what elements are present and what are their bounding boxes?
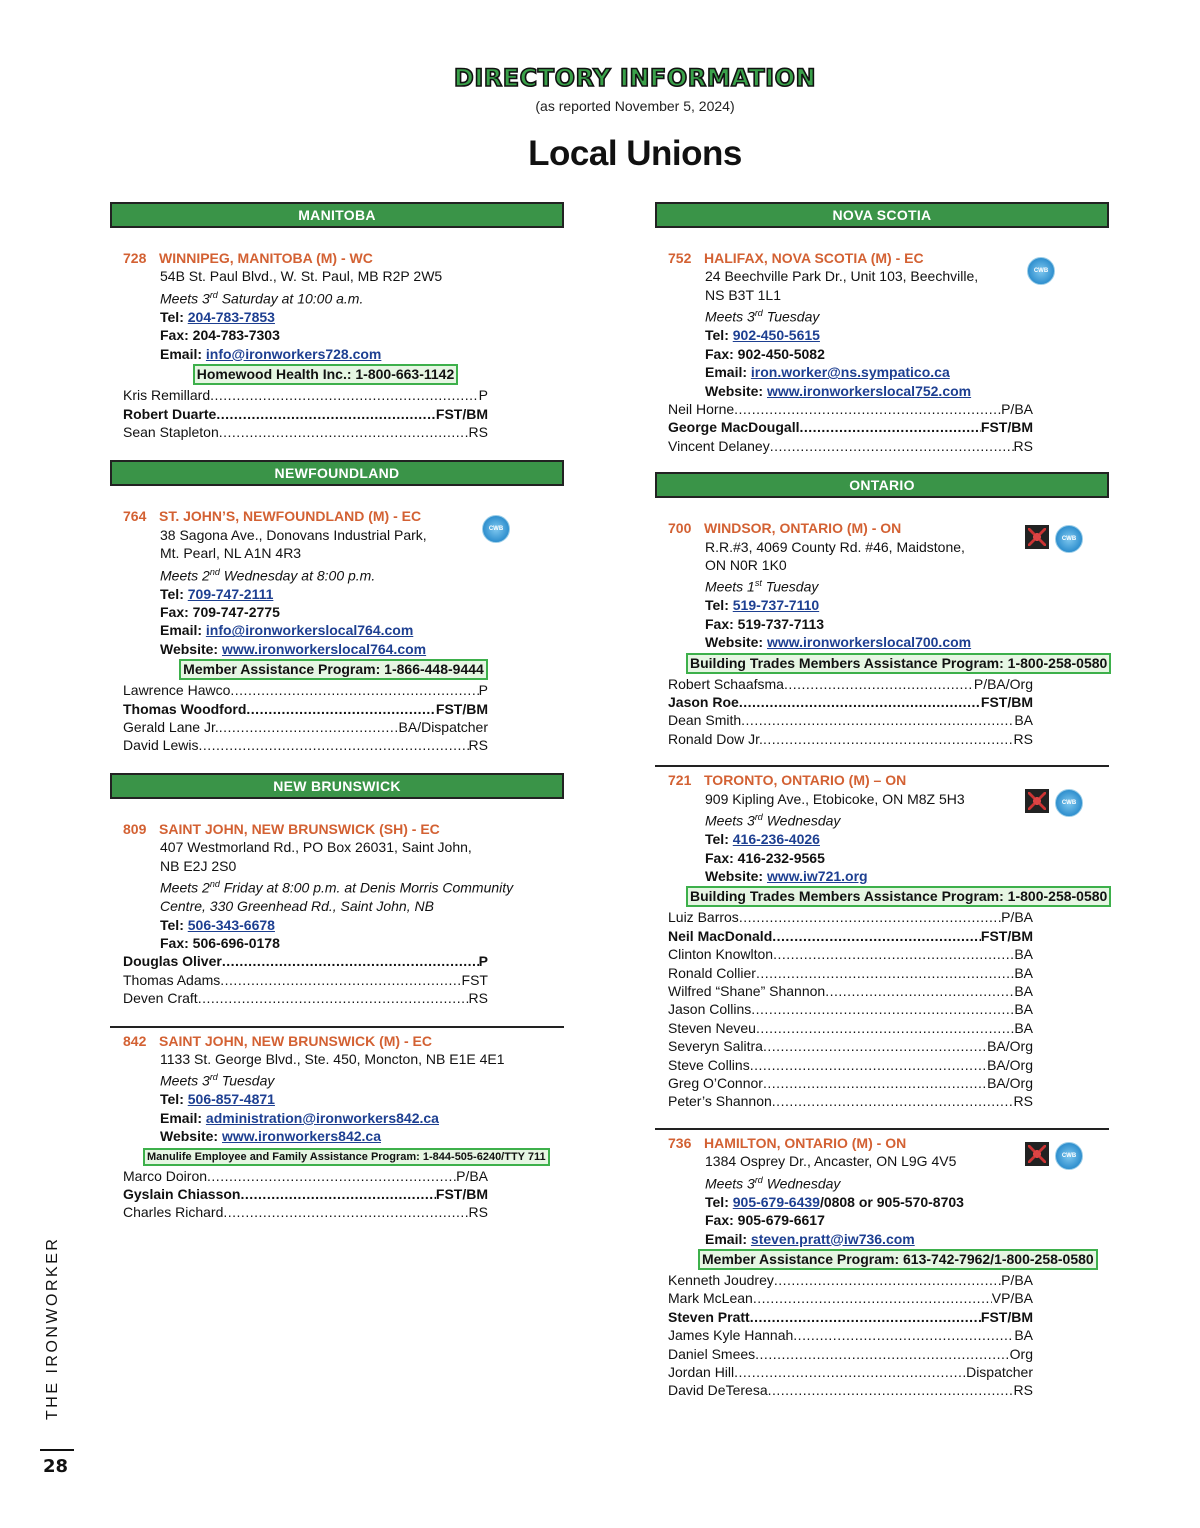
address: ON N0R 1K0 <box>705 556 787 573</box>
local-721 <box>668 771 1108 1111</box>
address: NB E2J 2S0 <box>160 857 237 874</box>
phone-link[interactable]: 204-783-7853 <box>187 308 275 325</box>
local-700 <box>668 519 1108 748</box>
officer-row: Gerald Lane Jr. ..... BA/Dispatcher <box>123 718 488 736</box>
officer-row: Severyn Salitra ..... BA/Org <box>668 1037 1033 1055</box>
directory-title: DIRECTORY INFORMATION <box>453 64 817 92</box>
meeting-info: Meets 3rd Tuesday <box>160 1072 275 1090</box>
local-title: 842 SAINT JOHN, NEW BRUNSWICK (M) - EC <box>123 1032 432 1049</box>
fax: Fax: 905-679-6617 <box>705 1212 825 1229</box>
phone: Tel: 506-857-4871 <box>160 1091 275 1108</box>
officer-row: Steve Collins ..... BA/Org <box>668 1056 1033 1074</box>
fax: Fax: 204-783-7303 <box>160 327 280 344</box>
email: Email: iron.worker@ns.sympatico.ca <box>705 364 950 381</box>
officer-row: Ronald Collier ..... BA <box>668 964 1033 982</box>
website-link[interactable]: www.iw721.org <box>766 867 868 884</box>
meeting-info: Meets 1st Tuesday <box>705 578 819 595</box>
website: Website: www.ironworkers842.ca <box>160 1128 381 1145</box>
officer-row: Clinton Knowlton ..... BA <box>668 945 1033 963</box>
address: 38 Sagona Ave., Donovans Industrial Park, <box>160 526 427 543</box>
local-title: 700 WINDSOR, ONTARIO (M) - ON <box>668 520 902 537</box>
cwb-icon: CWB <box>1055 525 1083 553</box>
local-752 <box>668 249 1049 455</box>
address: 24 Beechville Park Dr., Unit 103, Beechville, <box>705 268 979 285</box>
phone: Tel: 416-236-4026 <box>705 831 820 848</box>
bacm-icon <box>1025 1142 1049 1166</box>
website: Website: www.iw721.org <box>705 867 868 884</box>
assistance-program: Member Assistance Program: 613-742-7962/1-800-258-0580 <box>698 1249 1098 1270</box>
email: Email: steven.pratt@iw736.com <box>705 1230 915 1247</box>
fax: Fax: 902-450-5082 <box>705 345 825 362</box>
address: 909 Kipling Ave., Etobicoke, ON M8Z 5H3 <box>705 790 965 807</box>
report-date: (as reported November 5, 2024) <box>535 98 735 114</box>
address: 1384 Osprey Dr., Ancaster, ON L9G 4V5 <box>705 1153 957 1170</box>
officer-row: David DeTeresa ..... RS <box>668 1381 1033 1399</box>
officer-row: George MacDougall ..... FST/BM <box>668 418 1033 436</box>
email-link[interactable]: steven.pratt@iw736.com <box>750 1230 915 1247</box>
bacm-icon <box>1025 525 1049 549</box>
phone-link[interactable]: 506-857-4871 <box>187 1091 275 1108</box>
phone-link[interactable]: 905-679-6439 <box>732 1193 820 1210</box>
officer-row: Daniel Smees ..... Org <box>668 1345 1033 1363</box>
phone: Tel: 204-783-7853 <box>160 308 275 325</box>
website: Website: www.ironworkerslocal700.com <box>705 634 972 651</box>
email: Email: administration@ironworkers842.ca <box>160 1109 439 1126</box>
fax: Fax: 519-737-7113 <box>705 615 825 632</box>
officer-row: Neil Horne ..... P/BA <box>668 400 1033 418</box>
officer-row: Gyslain Chiasson ..... FST/BM <box>123 1185 488 1203</box>
local-title: 736 HAMILTON, ONTARIO (M) - ON <box>668 1134 907 1151</box>
officer-row: Marco Doiron ..... P/BA <box>123 1167 488 1185</box>
address: 54B St. Paul Blvd., W. St. Paul, MB R2P 2W5 <box>160 268 443 285</box>
local-842 <box>123 1032 546 1222</box>
phone-link[interactable]: 519-737-7110 <box>732 597 820 614</box>
meeting-info: Meets 3rd Saturday at 10:00 a.m. <box>160 289 364 307</box>
officer-row: Douglas Oliver ..... P <box>123 952 488 970</box>
assistance-program: Homewood Health Inc.: 1-800-663-1142 <box>193 364 459 385</box>
local-736 <box>668 1134 1094 1400</box>
officer-row: Greg O’Connor ..... BA/Org <box>668 1074 1033 1092</box>
officer-row: Thomas Adams ..... FST <box>123 971 488 989</box>
divider <box>110 1026 564 1028</box>
local-title: 752 HALIFAX, NOVA SCOTIA (M) - EC <box>668 250 924 266</box>
officer-row: Vincent Delaney ..... RS <box>668 437 1033 455</box>
local-title: 721 TORONTO, ONTARIO (M) – ON <box>668 772 907 789</box>
website: Website: www.ironworkerslocal752.com <box>705 382 972 399</box>
address: R.R.#3, 4069 County Rd. #46, Maidstone, <box>705 538 965 555</box>
officer-row: Charles Richard ..... RS <box>123 1203 488 1221</box>
band-ontario: ONTARIO <box>655 472 1109 498</box>
officer-row: Mark McLean ..... VP/BA <box>668 1289 1033 1307</box>
local-809 <box>123 820 514 1008</box>
local-728 <box>123 249 488 441</box>
address: NS B3T 1L1 <box>705 286 782 303</box>
address: 407 Westmorland Rd., PO Box 26031, Saint John, <box>160 839 472 856</box>
officer-row: Deven Craft ..... RS <box>123 989 488 1007</box>
website-link[interactable]: www.ironworkerslocal752.com <box>766 382 972 399</box>
local-title: 764 ST. JOHN’S, NEWFOUNDLAND (M) - EC <box>123 508 422 525</box>
officer-row: Jason Collins ..... BA <box>668 1000 1033 1018</box>
officer-row: Neil MacDonald ..... FST/BM <box>668 927 1033 945</box>
phone: Tel: 905-679-6439/0808 or 905-570-8703 <box>705 1193 964 1210</box>
email-link[interactable]: info@ironworkers728.com <box>205 345 382 362</box>
phone: Tel: 902-450-5615 <box>705 327 820 344</box>
divider <box>655 1128 1109 1130</box>
phone-link[interactable]: 709-747-2111 <box>187 585 274 602</box>
officer-row: Luiz Barros ..... P/BA <box>668 908 1033 926</box>
fax: Fax: 709-747-2775 <box>160 604 280 620</box>
phone-link[interactable]: 902-450-5615 <box>732 327 820 344</box>
local-title: 728 WINNIPEG, MANITOBA (M) - WC <box>123 250 373 266</box>
officer-row: Dean Smith ..... BA <box>668 711 1033 729</box>
meeting-info: Meets 2nd Friday at 8:00 p.m. at Denis Morris Community <box>160 879 514 896</box>
fax: Fax: 416-232-9565 <box>705 849 825 866</box>
address: Mt. Pearl, NL A1N 4R3 <box>160 545 302 562</box>
band-new-brunswick: NEW BRUNSWICK <box>110 773 564 799</box>
left-column <box>110 202 564 1222</box>
assistance-program: Building Trades Members Assistance Program: 1-800-258-0580 <box>686 886 1111 907</box>
phone: Tel: 709-747-2111 <box>160 585 274 602</box>
email: Email: info@ironworkerslocal764.com <box>160 622 414 639</box>
officer-row: Robert Duarte ..... FST/BM <box>123 405 488 423</box>
email-link[interactable]: administration@ironworkers842.ca <box>205 1109 439 1126</box>
cwb-icon: CWB <box>1055 789 1083 817</box>
phone: Tel: 506-343-6678 <box>160 916 275 933</box>
officer-row: Jason Roe ..... FST/BM <box>668 693 1033 711</box>
email: Email: info@ironworkers728.com <box>160 345 382 362</box>
assistance-program: Building Trades Members Assistance Program: 1-800-258-0580 <box>686 653 1111 674</box>
officer-row: David Lewis ..... RS <box>123 736 488 754</box>
officer-row: James Kyle Hannah ..... BA <box>668 1326 1033 1344</box>
officer-row: Kenneth Joudrey ..... P/BA <box>668 1271 1033 1289</box>
meeting-info: Centre, 330 Greenhead Rd., Saint John, NB <box>160 898 434 915</box>
email-link[interactable]: iron.worker@ns.sympatico.ca <box>750 364 950 381</box>
bacm-icon <box>1025 789 1049 813</box>
right-column <box>655 202 1109 1400</box>
email-link[interactable]: info@ironworkerslocal764.com <box>205 622 414 639</box>
band-newfoundland: NEWFOUNDLAND <box>110 460 564 486</box>
meeting-info: Meets 3rd Tuesday <box>705 308 820 325</box>
officer-row: Steven Neveu ..... BA <box>668 1019 1033 1037</box>
website-link[interactable]: www.ironworkers842.ca <box>221 1128 381 1145</box>
officer-row: Ronald Dow Jr. ..... RS <box>668 730 1033 748</box>
phone: Tel: 519-737-7110 <box>705 597 820 614</box>
local-764 <box>123 507 504 755</box>
website: Website: www.ironworkerslocal764.com <box>160 640 427 657</box>
officer-row: Sean Stapleton ..... RS <box>123 423 488 441</box>
officer-row: Kris Remillard ..... P <box>123 386 488 404</box>
cwb-icon: CWB <box>1027 257 1055 285</box>
meeting-info: Meets 3rd Wednesday <box>705 812 841 829</box>
phone-link[interactable]: 416-236-4026 <box>732 831 820 848</box>
officer-row: Wilfred “Shane” Shannon ..... BA <box>668 982 1033 1000</box>
assistance-program: Member Assistance Program: 1-866-448-9444 <box>179 659 488 680</box>
cwb-icon: CWB <box>482 515 510 543</box>
band-nova-scotia: NOVA SCOTIA <box>655 202 1109 228</box>
cwb-icon: CWB <box>1055 1142 1083 1170</box>
phone-link[interactable]: 506-343-6678 <box>187 916 275 933</box>
address: 1133 St. George Blvd., Ste. 450, Moncton, NB E1E 4E1 <box>160 1050 505 1067</box>
meeting-info: Meets 3rd Wednesday <box>705 1174 841 1192</box>
officer-row: Lawrence Hawco ..... P <box>123 681 488 699</box>
officer-row: Steven Pratt ..... FST/BM <box>668 1308 1033 1326</box>
local-title: 809 SAINT JOHN, NEW BRUNSWICK (SH) - EC <box>123 820 440 837</box>
fax: Fax: 506-696-0178 <box>160 934 280 951</box>
officer-row: Jordan Hill ..... Dispatcher <box>668 1363 1033 1381</box>
website-link[interactable]: www.ironworkerslocal700.com <box>766 634 972 651</box>
assistance-program: Manulife Employee and Family Assistance Program: 1-844-505-6240/TTY 711 <box>143 1148 550 1166</box>
officer-row: Thomas Woodford ..... FST/BM <box>123 700 488 718</box>
page-rule <box>40 1449 74 1451</box>
divider <box>655 765 1109 767</box>
meeting-info: Meets 2nd Wednesday at 8:00 p.m. <box>160 566 376 584</box>
section-title: Local Unions <box>528 134 742 173</box>
officer-row: Robert Schaafsma ..... P/BA/Org <box>668 675 1033 693</box>
publication-name: THE IRONWORKER <box>44 1236 61 1420</box>
website-link[interactable]: www.ironworkerslocal764.com <box>221 640 427 657</box>
page-number: 28 <box>43 1456 69 1477</box>
band-manitoba: MANITOBA <box>110 202 564 228</box>
officer-row: Peter’s Shannon ..... RS <box>668 1092 1033 1110</box>
